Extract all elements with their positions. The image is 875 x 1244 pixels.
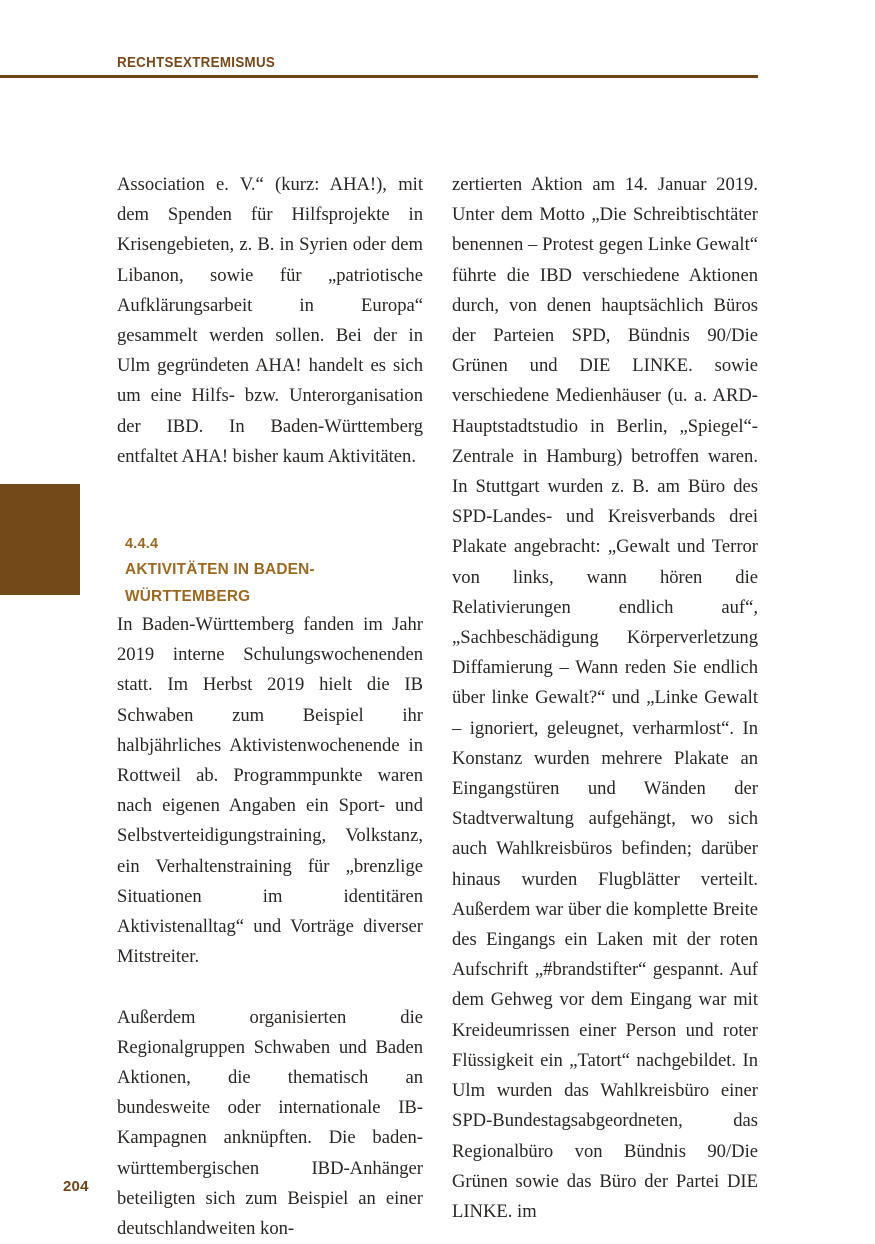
section-heading-4-4-4 [117, 531, 423, 610]
two-column-text-body [117, 170, 758, 1240]
text-column-right [452, 170, 758, 1227]
running-header-label: RECHTSEXTREMISMUS [117, 55, 276, 71]
paragraph-left-2: In Baden-Württemberg fanden im Jahr 2019 interne Schulungswochenenden statt. Im Herbst 2019 hielt die IB Schwaben zum Beispiel ihr halbjährliches Aktivistenwochenende in Rottweil ab. Programmpunkte waren nach eigenen Angaben ein Sport- und Selbstverteidigungstraining, Volkstanz, ein Verhaltenstraining für „brenzlige Situationen im identitären Aktivistenalltag“ und Vorträge diverser Mitstreiter. [117, 614, 423, 968]
section-number: 4.4.4 [125, 536, 159, 553]
chapter-edge-tab-marker [0, 484, 80, 595]
page-number: 204 [63, 1178, 89, 1195]
paragraph-left-3: Außerdem organisierten die Regionalgruppen Schwaben und Baden Aktionen, die thematisch an bundesweite oder internationale IB-Kampagnen anknüpften. Die baden-württembergischen IBD-Anhänger beteiligten sich zum Beispiel an einer deutschlandweiten kon- [117, 1006, 423, 1240]
running-header [0, 0, 758, 78]
paragraph-left-1: Association e. V.“ (kurz: AHA!), mit dem Spenden für Hilfsprojekte in Krisengebieten, z. B. in Syrien oder dem Libanon, sowie für „patriotische Aufklärungsarbeit in Europa“ gesammelt werden sollen. Bei der in Ulm gegründeten AHA! handelt es sich um eine Hilfs- bzw. Unterorganisation der IBD. In Baden-Württemberg entfaltet AHA! bisher kaum Aktivitäten. [117, 174, 423, 467]
paragraph-right-1: zertierten Aktion am 14. Januar 2019. Unter dem Motto „Die Schreibtischtäter benennen – Protest gegen Linke Gewalt“ führte die IBD verschiedene Aktionen durch, von denen hauptsächlich Büros der Parteien SPD, Bündnis 90/Die Grünen und DIE LINKE. sowie verschiedene Medienhäuser (u. a. ARD-Hauptstadtstudio in Berlin, „Spiegel“-Zentrale in Hamburg) betroffen waren. In Stuttgart wurden z. B. am Büro des SPD-Landes- und Kreisverbands drei Plakate angebracht: „Gewalt und Terror von links, wann hören die Relativierungen endlich auf“, „Sachbeschädigung Körperverletzung Diffamierung – Wann reden Sie endlich über linke Gewalt?“ und „Linke Gewalt – ignoriert, geleugnet, verharmlost“. In Konstanz wurden mehrere Plakate an Eingangstüren und Wänden der Stadtverwaltung aufgehängt, wo sich auch Wahlkreisbüros befinden; darüber hinaus wurden Flugblätter verteilt. Außerdem war über die komplette Breite des Eingangs ein Laken mit der roten Aufschrift „#brandstifter“ gespannt. Auf dem Gehweg vor dem Eingang war mit Kreideumrissen einer Person und roter Flüssigkeit ein „Tatort“ nachgebildet. In Ulm wurden das Wahlkreisbüro einer SPD-Bundestagsabgeordneten, das Regionalbüro von Bündnis 90/Die Grünen sowie das Büro der Partei DIE LINKE. im [452, 174, 758, 1222]
text-column-left [117, 170, 423, 1244]
header-divider-rule [0, 75, 758, 78]
section-title: AKTIVITÄTEN IN BADEN-WÜRTTEMBERG [125, 561, 315, 605]
